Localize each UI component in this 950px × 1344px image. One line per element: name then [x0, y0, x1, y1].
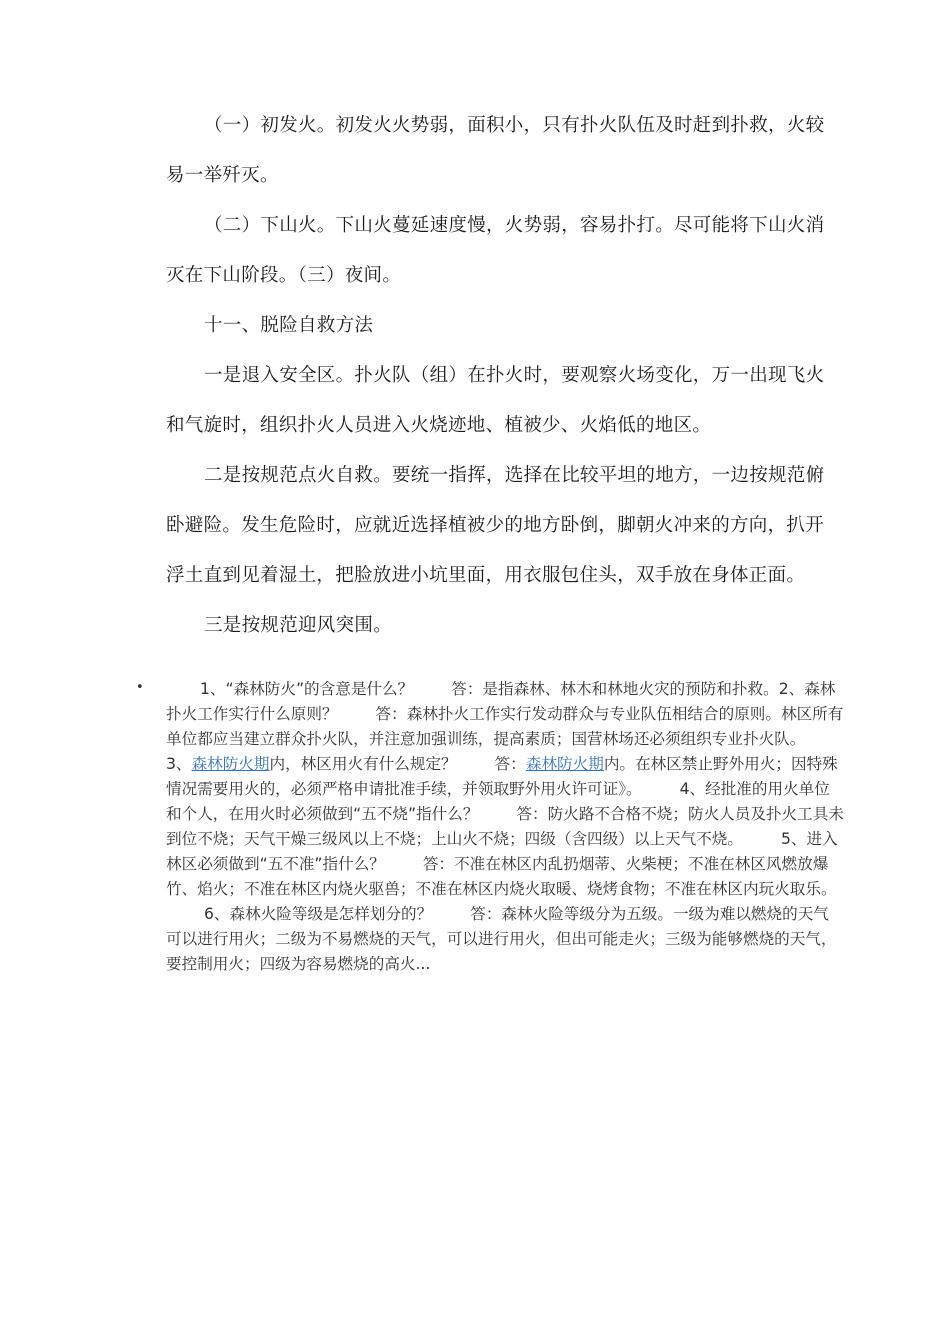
paragraph-initial-fire: （一）初发火。初发火火势弱，面积小，只有扑火队伍及时赶到扑救，火较易一举歼灭。 [166, 115, 825, 186]
answer-4: 答：防火路不合格不烧；防火人员及扑火工具未到位不烧；天气干燥三级风以上不烧；上山火不烧；四级（含四级）以上天气不烧。 [166, 805, 844, 848]
answer-5: 答：不准在林区内乱扔烟蒂、火柴梗；不准在林区风燃放爆竹、焰火；不准在林区内烧火驱兽；不准在林区内烧火取暖、烧烤食物；不准在林区内玩火取乐。 [166, 855, 837, 898]
answer-1: 答：是指森林、林木和林地火灾的预防和扑救。 [451, 680, 779, 698]
bullet-icon: • [136, 680, 144, 695]
question-5: 5、进入林区必须做到“五不准”指什么？ [166, 830, 838, 873]
question-3-suffix: 内，林区用火有什么规定？ [269, 755, 457, 773]
question-6: 6、森林火险等级是怎样划分的？ [204, 905, 433, 923]
summary-text [166, 677, 844, 977]
question-4: 4、经批准的用火单位和个人，在用火时必须做到“五不烧”指什么？ [166, 780, 830, 823]
fire-season-link-1[interactable]: 森林防火期 [191, 755, 270, 773]
answer-2: 答：森林扑火工作实行发动群众与专业队伍相结合的原则。林区所有单位都应当建立群众扑火队，并注意加强训练，提高素质；国营林场还必须组织专业扑火队。 [166, 705, 844, 748]
question-3-prefix: 3、 [166, 755, 192, 773]
question-1: 1、“森林防火”的含意是什么？ [200, 680, 414, 698]
answer-6: 答：森林火险等级分为五级。一级为难以燃烧的天气可以进行用火；二级为不易燃烧的天气，可以进行用火，但出可能走火；三级为能够燃烧的天气，要控制用火；四级为容易燃烧的高火... [166, 905, 837, 973]
paragraph-downhill-fire: （二）下山火。下山火蔓延速度慢，火势弱，容易扑打。尽可能将下山火消灭在下山阶段。（三）夜间。 [166, 215, 825, 286]
fire-season-link-2[interactable]: 森林防火期 [525, 755, 604, 773]
paragraph-breakout-upwind: 三是按规范迎风突围。 [204, 615, 393, 636]
answer-3-suffix: 内。在林区禁止野外用火；因特殊情况需要用火的，必须严格申请批准手续，并领取野外用火许可证》。 [166, 755, 838, 798]
paragraph-retreat-safe-zone: 一是退入安全区。扑火队（组）在扑火时，要观察火场变化，万一出现飞火和气旋时，组织扑火人员进入火烧迹地、植被少、火焰低的地区。 [166, 365, 825, 436]
section-heading-escape-methods: 十一、脱险自救方法 [204, 315, 374, 336]
paragraph-self-rescue-fire: 二是按规范点火自救。要统一指挥，选择在比较平坦的地方，一边按规范俯卧避险。发生危险时，应就近选择植被少的地方卧倒，脚朝火冲来的方向，扒开浮土直到见着湿土，把脸放进小坑里面，用衣服包住头，双手放在身体正面。 [166, 465, 825, 586]
answer-3-prefix: 答： [494, 755, 526, 773]
question-2: 2、森林扑火工作实行什么原则？ [166, 680, 836, 723]
